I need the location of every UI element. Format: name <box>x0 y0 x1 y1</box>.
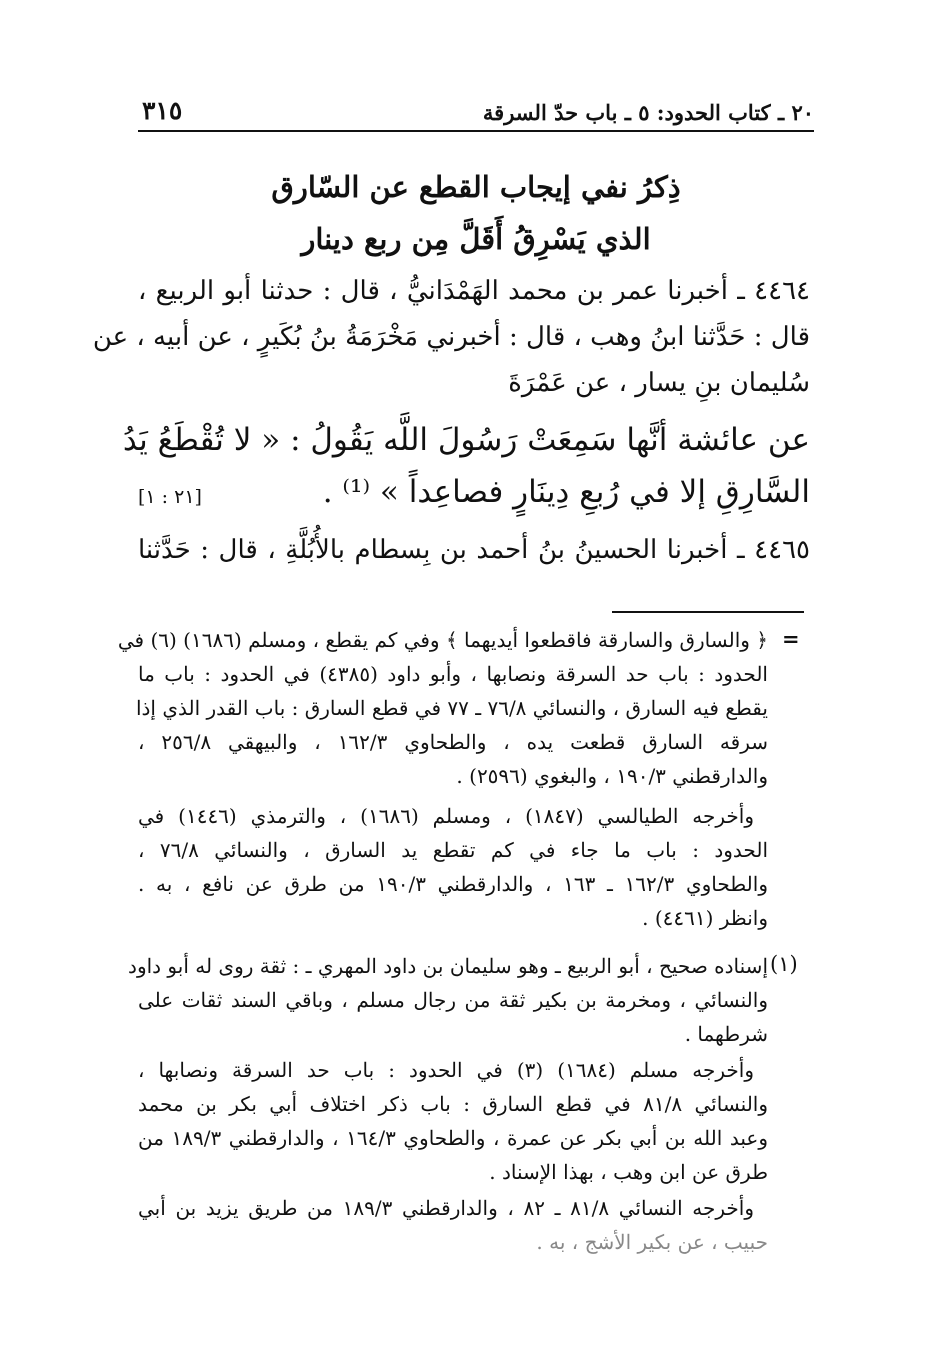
footnote-line: الحدود : باب حد السرقة ونصابها ، وأبو داود (٤٣٨٥) في الحدود : باب ما <box>138 662 768 686</box>
footnote-line: والطحاوي ١٦٢/٣ ـ ١٦٣ ، والدارقطني ١٩٠/٣ من طرق عن نافع ، به . <box>138 872 768 896</box>
hadith-4465-line-1: ٤٤٦٥ ـ أخبرنا الحسينُ بنُ أحمد بن بِسطام بالأُبُلَّةِ ، قال : حَدَّثنا <box>138 535 810 565</box>
footnote-line: حبيب ، عن بكير الأشج ، به . <box>536 1230 768 1254</box>
running-header <box>138 96 814 130</box>
footnote-line: الحدود : باب ما جاء في كم تقطع يد السارق ، والنسائي ٧٦/٨ ، <box>138 838 768 862</box>
chapter-heading-line-2: الذي يَسْرِقُ أَقَلَّ مِن ربع دينار <box>301 222 651 256</box>
footnote-line: شرطهما . <box>684 1022 768 1046</box>
hadith-reference: [٢١ : ١] <box>138 486 202 508</box>
footnote-line: ﴿ والسارق والسارقة فاقطعوا أيديهما ﴾ وفي كم يقطع ، ومسلم (١٦٨٦) (٦) في <box>117 628 768 652</box>
hadith-4464-isnad-line-1: ٤٤٦٤ ـ أخبرنا عمر بن محمد الهَمْدَانيُّ ، قال : حدثنا أبو الربيع ، <box>138 276 810 306</box>
footnote-line: والدارقطني ١٩٠/٣ ، والبغوي (٢٥٩٦) . <box>456 764 768 788</box>
footnote-continuation-mark: = <box>782 626 800 651</box>
footnote-line: والنسائي ٨١/٨ في قطع السارق : باب ذكر اختلاف أبي بكر بن محمد <box>138 1092 768 1116</box>
hadith-4464-isnad-line-3: سُليمان بنِ يسار ، عن عَمْرَةَ <box>508 368 810 398</box>
hadith-4464-matn-line-2: السَّارِقِ إلا في رُبعِ دِينَارٍ فصاعِداً » ⁽¹⁾ . <box>322 474 810 510</box>
footnote-line: وأخرجه النسائي ٨١/٨ ـ ٨٢ ، والدارقطني ١٨٩/٣ من طريق يزيد بن أبي <box>138 1196 754 1220</box>
header-title: ٢٠ ـ كتاب الحدود: ٥ ـ باب حدّ السرقة <box>482 100 814 125</box>
chapter-heading-line-1: ذِكرُ نفي إيجاب القطع عن السّارق <box>271 170 681 204</box>
page-number: ٣١٥ <box>142 96 183 125</box>
footnote-line: وأخرجه مسلم (١٦٨٤) (٣) في الحدود : باب حد السرقة ونصابها ، <box>138 1058 754 1082</box>
footnote-line: سرقه السارق قطعت يده ، والطحاوي ١٦٢/٣ ، والبيهقي ٢٥٦/٨ ، <box>138 730 769 754</box>
footnote-line: وانظر (٤٤٦١) . <box>642 906 768 930</box>
footnote-line: وعبد الله بن أبي بكر عن عمرة ، والطحاوي ١٦٤/٣ ، والدارقطني ١٨٩/٣ من <box>138 1126 768 1150</box>
hadith-4464-matn-line-1: عن عائشة أنَّها سَمِعَتْ رَسُولَ اللَّه يَقُولُ : « لا تُقْطَعُ يَدُ <box>122 422 810 458</box>
footnote-line: إسناده صحيح ، أبو الربيع ـ وهو سليمان بن داود المهري ـ : ثقة روى له أبو داود <box>128 954 768 978</box>
footnote-divider <box>612 611 804 613</box>
footnote-line: يقطع فيه السارق ، والنسائي ٧٦/٨ ـ ٧٧ في قطع السارق : باب القدر الذي إذا <box>135 696 768 720</box>
footnote-line: طرق عن ابن وهب ، بهذا الإسناد . <box>489 1160 768 1184</box>
footnote-line: وأخرجه الطيالسي (١٨٤٧) ، ومسلم (١٦٨٦) ، والترمذي (١٤٤٦) في <box>138 804 754 828</box>
footnote-number-1: (١) <box>770 952 798 976</box>
footnote-line: والنسائي ، ومخرمة بن بكير ثقة من رجال مسلم ، وباقي السند ثقات على <box>138 988 768 1012</box>
header-divider <box>138 130 814 132</box>
hadith-4464-isnad-line-2: قال : حَدَّثنا ابنُ وهب ، قال : أخبرني مَخْرَمَةُ بنُ بُكَيرٍ ، عن أبيه ، عن <box>92 322 810 352</box>
